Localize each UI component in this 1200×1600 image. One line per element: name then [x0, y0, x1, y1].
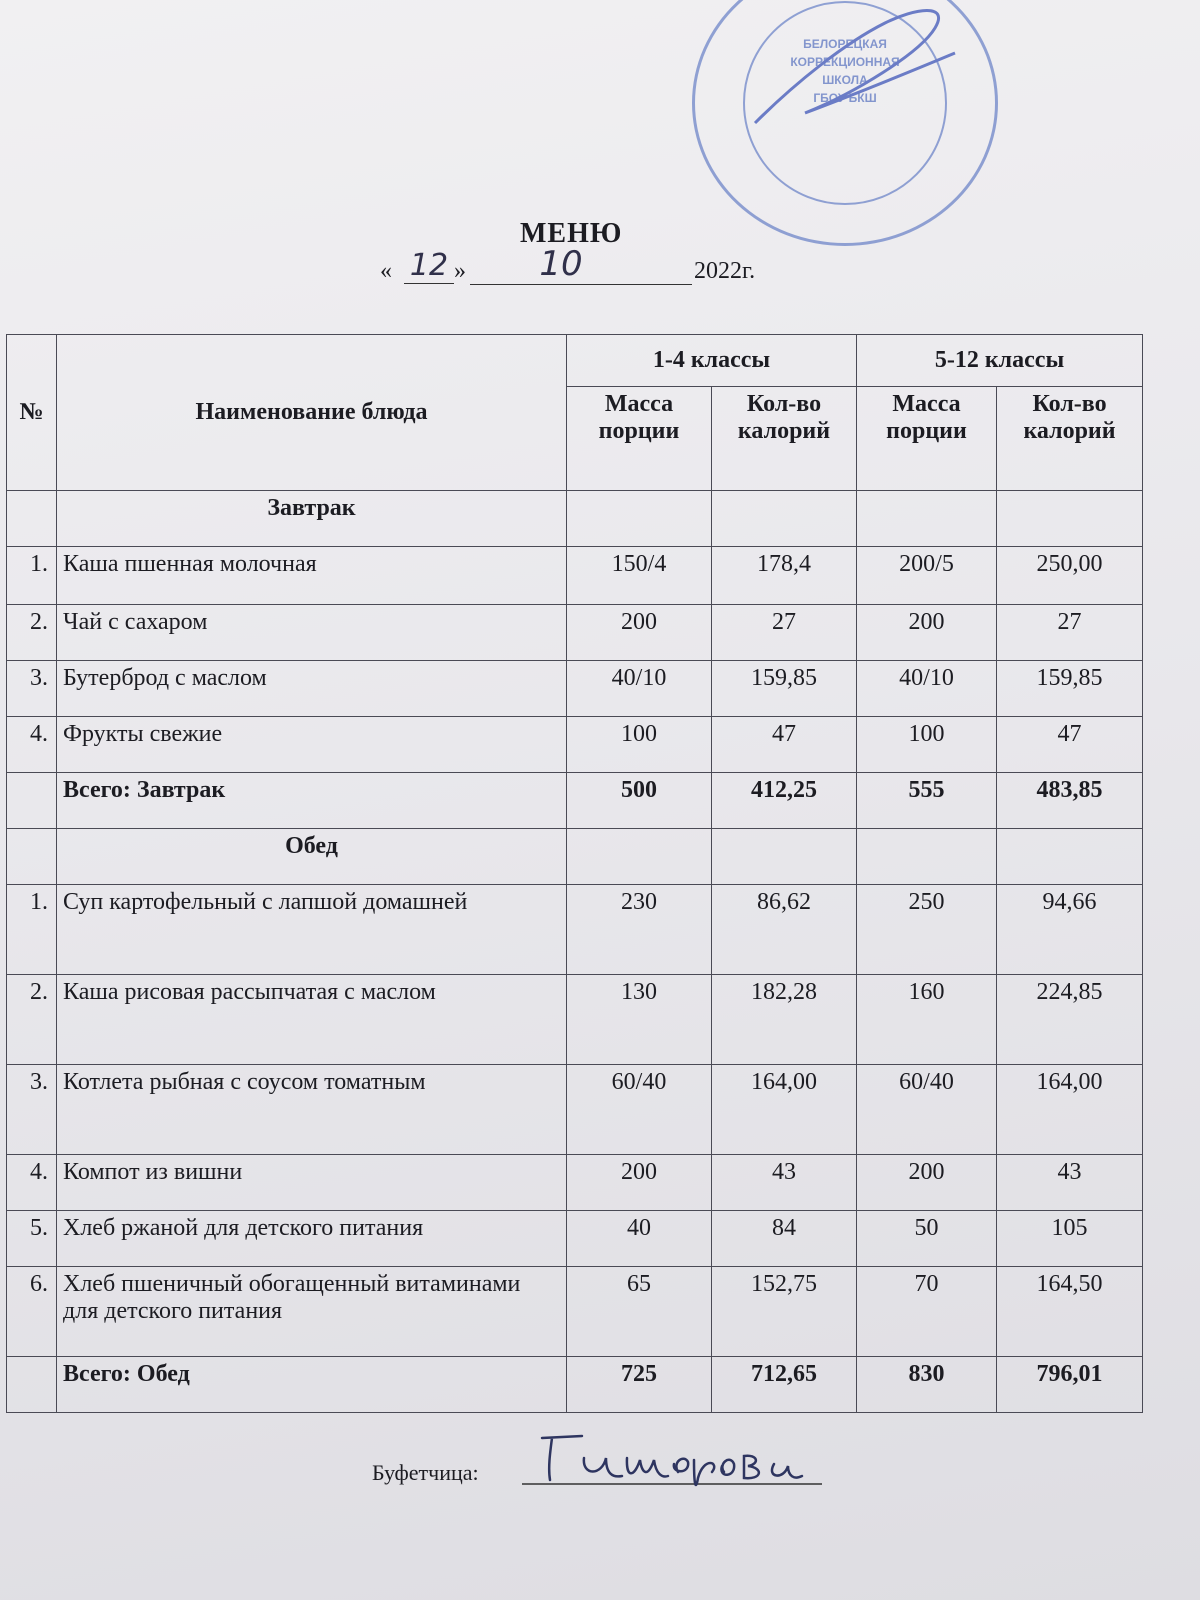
page-title: МЕНЮ: [520, 218, 623, 249]
calories-5-12: 47: [997, 717, 1143, 773]
group-5-12-header: 5-12 классы: [857, 335, 1143, 387]
total-row: [7, 773, 1143, 829]
empty-cell: [567, 491, 712, 547]
row-number: 4.: [7, 717, 57, 773]
mass-1-4: 100: [567, 717, 712, 773]
mass-1-4: 200: [567, 605, 712, 661]
dish-name: Котлета рыбная с соусом томатным: [57, 1065, 567, 1155]
total-row: [7, 1357, 1143, 1413]
total-calories-1-4: 712,65: [712, 1357, 857, 1413]
calories-5-12: 224,85: [997, 975, 1143, 1065]
empty-cell: [997, 491, 1143, 547]
calories-5-12: 164,50: [997, 1267, 1143, 1357]
empty-cell: [712, 491, 857, 547]
calories-5-12: 164,00: [997, 1065, 1143, 1155]
table-row: [7, 1267, 1143, 1357]
mass-5-12: 200: [857, 605, 997, 661]
table-row: [7, 605, 1143, 661]
date-year: 2022г.: [694, 258, 756, 284]
calories-5-12: 43: [997, 1155, 1143, 1211]
calories-1-4: 84: [712, 1211, 857, 1267]
empty-cell: [857, 829, 997, 885]
calories-1-4: 152,75: [712, 1267, 857, 1357]
calories-1-4: 182,28: [712, 975, 857, 1065]
menu-table: [6, 334, 1143, 1413]
group-1-4-header: 1-4 классы: [567, 335, 857, 387]
section-title: Завтрак: [57, 491, 567, 547]
table-row: [7, 1155, 1143, 1211]
open-quote: «: [380, 258, 392, 284]
calories-header: Кол-во калорий: [712, 387, 857, 491]
total-mass-5-12: 555: [857, 773, 997, 829]
mass-5-12: 60/40: [857, 1065, 997, 1155]
row-number: 1.: [7, 547, 57, 605]
mass-1-4: 200: [567, 1155, 712, 1211]
dish-name: Каша рисовая рассыпчатая с маслом: [57, 975, 567, 1065]
col-name-header: Наименование блюда: [57, 335, 567, 491]
section-row: [7, 491, 1143, 547]
total-calories-1-4: 412,25: [712, 773, 857, 829]
calories-5-12: 105: [997, 1211, 1143, 1267]
calories-1-4: 164,00: [712, 1065, 857, 1155]
dish-name: Бутерброд с маслом: [57, 661, 567, 717]
total-mass-5-12: 830: [857, 1357, 997, 1413]
dish-name: Хлеб пшеничный обогащенный витаминами для детского питания: [57, 1267, 567, 1357]
mass-1-4: 40/10: [567, 661, 712, 717]
stamp-line: БЕЛОРЕЦКАЯ: [803, 37, 887, 51]
empty-cell: [7, 773, 57, 829]
dish-name: Каша пшенная молочная: [57, 547, 567, 605]
stamp-signature-scribble: [735, 0, 965, 153]
section-row: [7, 829, 1143, 885]
section-title: Обед: [57, 829, 567, 885]
mass-5-12: 160: [857, 975, 997, 1065]
mass-header: Масса порции: [857, 387, 997, 491]
dish-name: Компот из вишни: [57, 1155, 567, 1211]
empty-cell: [712, 829, 857, 885]
calories-5-12: 27: [997, 605, 1143, 661]
dish-name: Хлеб ржаной для детского питания: [57, 1211, 567, 1267]
calories-5-12: 159,85: [997, 661, 1143, 717]
mass-5-12: 40/10: [857, 661, 997, 717]
close-quote: »: [454, 258, 466, 284]
table-row: [7, 717, 1143, 773]
table-row: [7, 1211, 1143, 1267]
calories-1-4: 47: [712, 717, 857, 773]
row-number: 5.: [7, 1211, 57, 1267]
calories-1-4: 86,62: [712, 885, 857, 975]
stamp-line: КОРРЕКЦИОННАЯ: [790, 55, 900, 69]
mass-1-4: 65: [567, 1267, 712, 1357]
calories-1-4: 27: [712, 605, 857, 661]
table-row: [7, 975, 1143, 1065]
total-calories-5-12: 483,85: [997, 773, 1143, 829]
empty-cell: [7, 1357, 57, 1413]
row-number: 3.: [7, 661, 57, 717]
mass-1-4: 150/4: [567, 547, 712, 605]
mass-1-4: 40: [567, 1211, 712, 1267]
school-stamp: [692, 0, 998, 246]
table-row: [7, 661, 1143, 717]
mass-5-12: 50: [857, 1211, 997, 1267]
dish-name: Фрукты свежие: [57, 717, 567, 773]
empty-cell: [7, 491, 57, 547]
dish-name: Суп картофельный с лапшой домашней: [57, 885, 567, 975]
empty-cell: [7, 829, 57, 885]
cook-label: Буфетчица:: [372, 1460, 479, 1485]
row-number: 2.: [7, 975, 57, 1065]
table-row: [7, 547, 1143, 605]
total-label: Всего: Завтрак: [57, 773, 567, 829]
table-row: [7, 1065, 1143, 1155]
mass-5-12: 200/5: [857, 547, 997, 605]
table-row: [7, 885, 1143, 975]
stamp-line: ГБОУ БКШ: [813, 91, 877, 105]
total-mass-1-4: 500: [567, 773, 712, 829]
mass-5-12: 100: [857, 717, 997, 773]
calories-1-4: 178,4: [712, 547, 857, 605]
mass-5-12: 70: [857, 1267, 997, 1357]
col-number-header: №: [7, 335, 57, 491]
row-number: 4.: [7, 1155, 57, 1211]
empty-cell: [567, 829, 712, 885]
mass-1-4: 130: [567, 975, 712, 1065]
calories-1-4: 43: [712, 1155, 857, 1211]
mass-1-4: 60/40: [567, 1065, 712, 1155]
empty-cell: [857, 491, 997, 547]
mass-5-12: 200: [857, 1155, 997, 1211]
calories-5-12: 250,00: [997, 547, 1143, 605]
row-number: 2.: [7, 605, 57, 661]
mass-5-12: 250: [857, 885, 997, 975]
total-mass-1-4: 725: [567, 1357, 712, 1413]
dish-name: Чай с сахаром: [57, 605, 567, 661]
mass-header: Масса порции: [567, 387, 712, 491]
calories-5-12: 94,66: [997, 885, 1143, 975]
total-label: Всего: Обед: [57, 1357, 567, 1413]
empty-cell: [997, 829, 1143, 885]
row-number: 6.: [7, 1267, 57, 1357]
row-number: 1.: [7, 885, 57, 975]
mass-1-4: 230: [567, 885, 712, 975]
date-month: 10: [470, 244, 692, 285]
date-day: 12: [404, 248, 454, 284]
stamp-line: ШКОЛА: [822, 73, 868, 87]
calories-header: Кол-во калорий: [997, 387, 1143, 491]
menu-table-body: [7, 491, 1143, 1413]
handwritten-signature: [522, 1428, 822, 1492]
total-calories-5-12: 796,01: [997, 1357, 1143, 1413]
calories-1-4: 159,85: [712, 661, 857, 717]
row-number: 3.: [7, 1065, 57, 1155]
